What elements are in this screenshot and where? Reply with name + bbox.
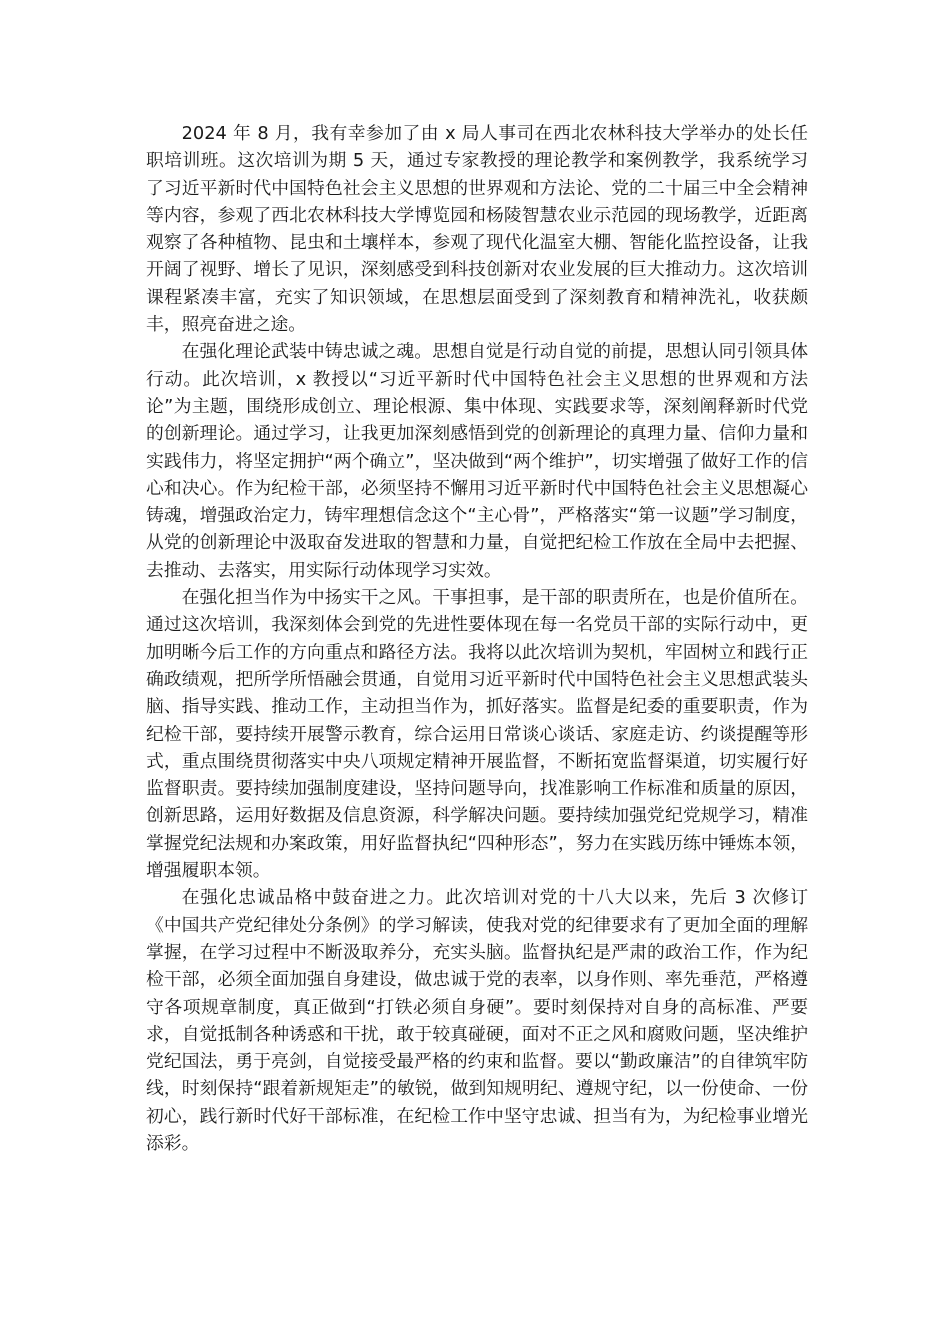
paragraph-loyalty: 在强化忠诚品格中鼓奋进之力。此次培训对党的十八大以来，先后 3 次修订《中国共产党纪律处分条例》的学习解读，使我对党的纪律要求有了更加全面的理解掌握，在学习过程中不断汲取养分，充实头脑。监督执纪是严肃的政治工作，作为纪检干部，必须全面加强自身建设，做忠诚于党的表率，以身作则、率先垂范，严格遵守各项规章制度，真正做到“打铁必须自身硬”。要时刻保持对自身的高标准、严要求，自觉抵制各种诱惑和干扰，敢于较真碰硬，面对不正之风和腐败问题，坚决维护党纪国法，勇于亮剑，自觉接受最严格的约束和监督。要以“勤政廉洁”的自律筑牢防线，时刻保持“跟着新规矩走”的敏锐，做到知规明纪、遵规守纪，以一份使命、一份初心，践行新时代好干部标准，在纪检工作中坚守忠诚、担当有为，为纪检事业增光添彩。 [146,887,808,1154]
paragraph-responsibility: 在强化担当作为中扬实干之风。干事担事，是干部的职责所在，也是价值所在。通过这次培训，我深刻体会到党的先进性要体现在每一名党员干部的实际行动中，更加明晰今后工作的方向重点和路径方法。我将以此次培训为契机，牢固树立和践行正确政绩观，把所学所悟融会贯通，自觉用习近平新时代中国特色社会主义思想武装头脑、指导实践、推动工作，主动担当作为，抓好落实。监督是纪委的重要职责，作为纪检干部，要持续开展警示教育，综合运用日常谈心谈话、家庭走访、约谈提醒等形式，重点围绕贯彻落实中央八项规定精神开展监督，不断拓宽监督渠道，切实履行好监督职责。要持续加强制度建设，坚持问题导向，找准影响工作标准和质量的原因，创新思路，运用好数据及信息资源，科学解决问题。要持续加强党纪党规学习，精准掌握党纪法规和办案政策，用好监督执纪“四种形态”，努力在实践历练中锤炼本领，增强履职本领。 [146,587,808,882]
document-body [146,120,808,1157]
paragraph-intro: 2024 年 8 月，我有幸参加了由 x 局人事司在西北农林科技大学举办的处长任职培训班。这次培训为期 5 天，通过专家教授的理论教学和案例教学，我系统学习了习近平新时代中国特色社会主义思想的世界观和方法论、党的二十届三中全会精神等内容，参观了西北农林科技大学博览园和杨陵智慧农业示范园的现场教学，近距离观察了各种植物、昆虫和土壤样本，参观了现代化温室大棚、智能化监控设备，让我开阔了视野、增长了见识，深刻感受到科技创新对农业发展的巨大推动力。这次培训课程紧凑丰富，充实了知识领域，在思想层面受到了深刻教育和精神洗礼，收获颇丰，照亮奋进之途。 [146,123,808,336]
paragraph-theory: 在强化理论武装中铸忠诚之魂。思想自觉是行动自觉的前提，思想认同引领具体行动。此次培训，x 教授以“习近平新时代中国特色社会主义思想的世界观和方法论”为主题，围绕形成创立、理论根源、集中体现、实践要求等，深刻阐释新时代党的创新理论。通过学习，让我更加深刻感悟到党的创新理论的真理力量、信仰力量和实践伟力，将坚定拥护“两个确立”，坚决做到“两个维护”，切实增强了做好工作的信心和决心。作为纪检干部，必须坚持不懈用习近平新时代中国特色社会主义思想凝心铸魂，增强政治定力，铸牢理想信念这个“主心骨”，严格落实“第一议题”学习制度，从党的创新理论中汲取奋发进取的智慧和力量，自觉把纪检工作放在全局中去把握、去推动、去落实，用实际行动体现学习实效。 [146,341,808,581]
